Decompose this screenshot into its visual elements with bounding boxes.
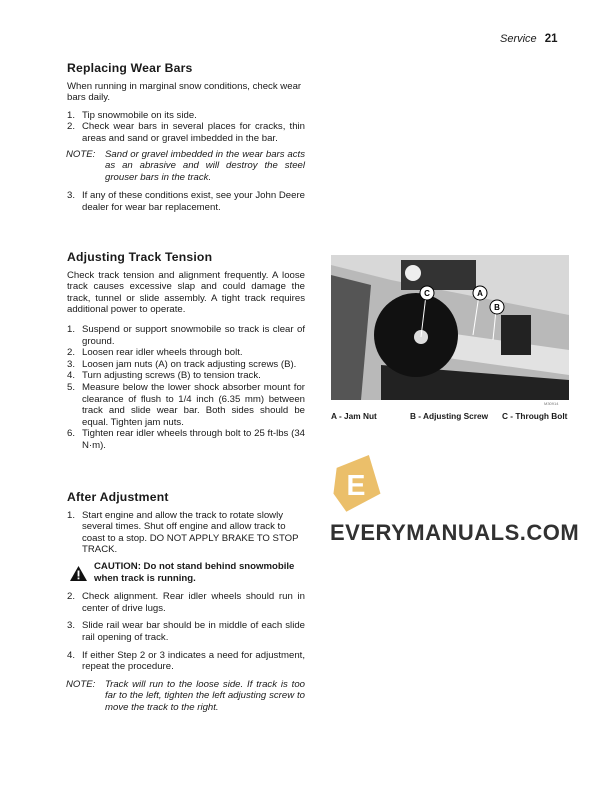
list-item xyxy=(67,190,305,213)
track-tension-section xyxy=(67,252,305,452)
step-number: 2. xyxy=(67,591,76,603)
list-item xyxy=(67,510,305,556)
note-text: Sand or gravel imbedded in the wear bars acts as an abrasive and will destroy the steel grouser bars in the track. xyxy=(105,148,305,183)
intro-text: Check track tension and alignment frequently. A loose track causes excessive slap and could damage the track, tunnel or slide assembly. A tight track requires additional power to operate. xyxy=(67,269,305,316)
step-number: 2. xyxy=(67,121,76,133)
note-label: NOTE: xyxy=(66,148,96,160)
step-text: Suspend or support snowmobile so track is clear of ground. xyxy=(82,323,305,347)
list-item xyxy=(67,620,305,643)
section-name: Service xyxy=(500,33,537,45)
step-text: Slide rail wear bar should be in middle of each slide rail opening of track. xyxy=(82,620,305,643)
step-number: 5. xyxy=(67,381,76,393)
after-adjustment-section xyxy=(67,492,305,721)
svg-text:A: A xyxy=(477,289,483,298)
step-number: 1. xyxy=(67,109,76,121)
figure-id: M30914 xyxy=(544,401,559,406)
step-number: 6. xyxy=(67,428,76,440)
caution-box xyxy=(70,561,305,584)
list-item xyxy=(67,324,305,347)
watermark-logo xyxy=(330,455,382,513)
track-adjustment-photo xyxy=(331,255,569,400)
list-item xyxy=(67,359,305,371)
warning-triangle-icon xyxy=(70,566,87,581)
svg-text:B: B xyxy=(494,303,500,312)
step-number: 1. xyxy=(67,509,76,521)
note xyxy=(66,679,305,714)
caption-adjusting-screw: B - Adjusting Screw xyxy=(410,411,489,421)
svg-text:C: C xyxy=(424,289,430,298)
step-text: If any of these conditions exist, see your John Deere dealer for wear bar replacement. xyxy=(82,190,305,213)
list-item xyxy=(67,650,305,673)
step-number: 4. xyxy=(67,649,76,661)
list-item xyxy=(67,370,305,382)
step-text: Turn adjusting screws (B) to tension track. xyxy=(82,370,261,382)
page-header xyxy=(500,34,557,46)
list-item xyxy=(67,591,305,614)
step-text: Tighten rear idler wheels through bolt to 25 ft-lbs (34 N·m). xyxy=(82,428,305,451)
step-text: Start engine and allow the track to rotate slowly several times. Shut off engine and allow track to coast to a stop. DO NOT APPLY BRAKE TO STOP TRACK. xyxy=(82,509,299,556)
list-item xyxy=(67,347,305,359)
step-number: 3. xyxy=(67,190,76,202)
watermark-text: EVERYMANUALS.COM xyxy=(330,520,580,545)
section-title: Adjusting Track Tension xyxy=(67,250,213,264)
section-title: Replacing Wear Bars xyxy=(67,61,193,75)
callout-c xyxy=(420,286,434,300)
callout-b xyxy=(490,300,504,314)
caption-jam-nut: A - Jam Nut xyxy=(331,411,377,421)
step-number: 2. xyxy=(67,347,76,359)
step-text: Check wear bars in several places for cracks, thin areas and sand or gravel imbedded in the bar. xyxy=(82,121,305,144)
caption-through-bolt: C - Through Bolt xyxy=(502,411,568,421)
page-number: 21 xyxy=(544,33,558,45)
step-number: 3. xyxy=(67,620,76,632)
step-number: 1. xyxy=(67,323,76,335)
list-item xyxy=(67,110,305,122)
caution-text: CAUTION: Do not stand behind snowmobile when track is running. xyxy=(94,560,295,584)
photo-illustration xyxy=(331,255,569,400)
intro-text: When running in marginal snow conditions, check wear bars daily. xyxy=(67,80,302,104)
list-item xyxy=(67,121,305,144)
note-label: NOTE: xyxy=(66,678,96,690)
step-number: 4. xyxy=(67,370,76,382)
step-text: Tip snowmobile on its side. xyxy=(82,109,197,121)
step-text: Loosen jam nuts (A) on track adjusting screws (B). xyxy=(82,358,297,370)
step-text: If either Step 2 or 3 indicates a need for adjustment, repeat the procedure. xyxy=(82,649,305,673)
step-text: Check alignment. Rear idler wheels should run in center of drive lugs. xyxy=(82,591,305,614)
step-number: 3. xyxy=(67,358,76,370)
wear-bars-section xyxy=(67,63,305,214)
step-text: Loosen rear idler wheels through bolt. xyxy=(82,347,243,359)
callout-a xyxy=(473,286,487,300)
note xyxy=(66,149,305,184)
list-item xyxy=(67,382,305,428)
note-text: Track will run to the loose side. If track is too far to the left, tighten the left adjusting screw to move the track to the right. xyxy=(105,678,305,713)
svg-text:E: E xyxy=(346,469,366,502)
section-title: After Adjustment xyxy=(67,490,169,504)
step-text: Measure below the lower shock absorber mount for clearance of flush to 1/4 inch (6.35 mm) between track and slide wear bar. Both sides should be equal. Tighten jam nuts. xyxy=(82,381,305,428)
list-item xyxy=(67,428,305,451)
